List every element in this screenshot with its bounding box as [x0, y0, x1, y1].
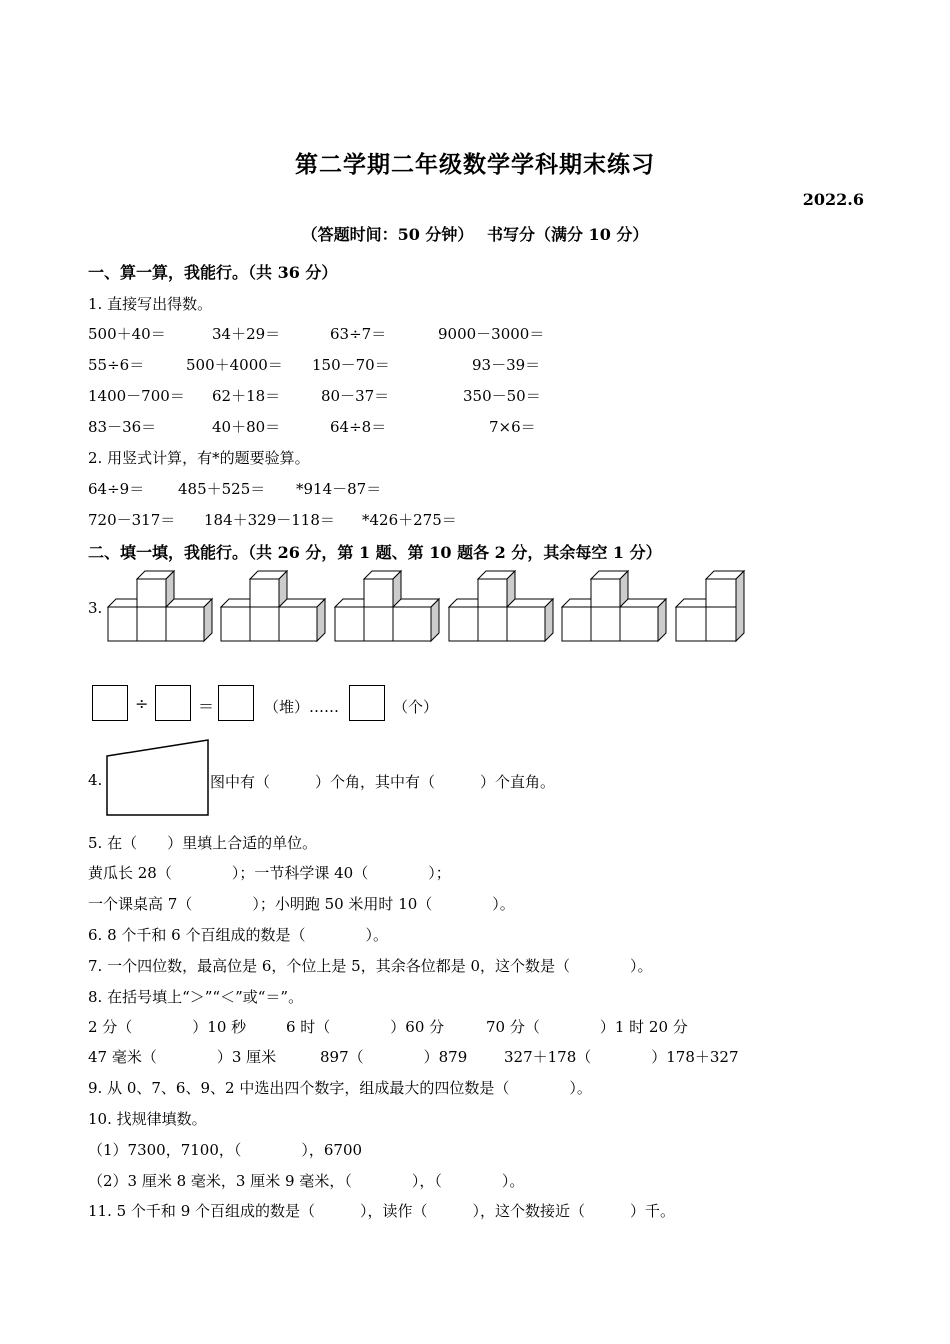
answer-box-divisor[interactable]: [155, 685, 191, 721]
q5-line2: 一个课桌高 7（ ）；小明跑 50 米用时 10（ ）。: [88, 895, 515, 913]
q8-item: 6 时（ ）60 分: [286, 1018, 445, 1036]
q8-item: 897（ ）879: [320, 1048, 468, 1066]
q1-item: 500＋4000＝: [186, 356, 283, 374]
q2-item: *914－87＝: [296, 480, 382, 498]
q1-item: 40＋80＝: [212, 418, 281, 436]
section1-heading: 一、算一算，我能行。（共 36 分）: [88, 263, 338, 282]
exam-date: 2022.6: [802, 190, 864, 209]
q1-item: 55÷6＝: [88, 356, 145, 374]
q1-item: 93－39＝: [472, 356, 541, 374]
q1-item: 350－50＝: [463, 387, 541, 405]
answer-box-quotient[interactable]: [218, 685, 254, 721]
cube-pile: [449, 571, 553, 641]
q1-label: 1. 直接写出得数。: [88, 295, 213, 313]
q1-item: 63÷7＝: [330, 325, 387, 343]
unit-piles: （堆）……: [264, 698, 340, 716]
cube-pile: [108, 571, 212, 641]
divide-sign: ÷: [135, 694, 149, 713]
unit-items: （个）: [393, 698, 439, 716]
q10-label: 10. 找规律填数。: [88, 1110, 207, 1128]
q1-item: 150－70＝: [312, 356, 390, 374]
answer-box-remainder[interactable]: [349, 685, 385, 721]
q2-item: 720－317＝: [88, 511, 176, 529]
q2-item: 64÷9＝: [88, 480, 145, 498]
q4-label: 4.: [88, 771, 103, 789]
q10-part1: （1）7300，7100，（ ），6700: [88, 1141, 363, 1159]
q1-item: 64÷8＝: [330, 418, 387, 436]
q10-part2: （2）3 厘米 8 毫米，3 厘米 9 毫米，（ ），（ ）。: [88, 1172, 525, 1190]
cube-pile: [562, 571, 666, 641]
q1-item: 7×6＝: [489, 418, 536, 436]
cube-pile: [335, 571, 439, 641]
q8-item: 70 分（ ）1 时 20 分: [486, 1018, 688, 1036]
section2-heading: 二、填一填，我能行。（共 26 分，第 1 题、第 10 题各 2 分，其余每空 1 分）: [88, 543, 662, 562]
q5-line1: 黄瓜长 28（ ）；一节科学课 40（ ）；: [88, 864, 451, 882]
q1-item: 62＋18＝: [212, 387, 281, 405]
q1-item: 500＋40＝: [88, 325, 166, 343]
q5-label: 5. 在（ ）里填上合适的单位。: [88, 834, 318, 852]
cube-piles-figure: [100, 568, 760, 644]
q1-item: 83－36＝: [88, 418, 157, 436]
q4-text: 图中有（ ）个角，其中有（ ）个直角。: [210, 773, 556, 791]
exam-subtitle: （答题时间：50 分钟） 书写分（满分 10 分）: [301, 225, 649, 244]
q1-item: 34＋29＝: [212, 325, 281, 343]
q8-item: 47 毫米（ ）3 厘米: [88, 1048, 277, 1066]
q8-item: 327＋178（ ）178＋327: [504, 1048, 739, 1066]
q1-item: 1400－700＝: [88, 387, 185, 405]
q2-item: 184＋329－118＝: [204, 511, 335, 529]
q9-text: 9. 从 0、7、6、9、2 中选出四个数字，组成最大的四位数是（ ）。: [88, 1079, 592, 1097]
page-title: 第二学期二年级数学学科期末练习: [295, 151, 655, 178]
q1-item: 80－37＝: [321, 387, 390, 405]
q2-item: 485＋525＝: [178, 480, 266, 498]
q11-text: 11. 5 个千和 9 个百组成的数是（ ），读作（ ），这个数接近（ ）千。: [88, 1202, 676, 1220]
q2-item: *426＋275＝: [362, 511, 457, 529]
q8-label: 8. 在括号填上“＞”“＜”或“＝”。: [88, 988, 304, 1006]
cube-pile: [676, 571, 744, 641]
cube-pile: [221, 571, 325, 641]
answer-box-dividend[interactable]: [92, 685, 128, 721]
q3-label: 3.: [88, 599, 103, 617]
q7-text: 7. 一个四位数，最高位是 6，个位上是 5，其余各位都是 0，这个数是（ ）。: [88, 957, 653, 975]
equals-sign: ＝: [198, 697, 215, 716]
q6-text: 6. 8 个千和 6 个百组成的数是（ ）。: [88, 926, 388, 944]
quadrilateral-figure: [104, 738, 210, 818]
q2-label: 2. 用竖式计算，有*的题要验算。: [88, 449, 310, 467]
q1-item: 9000－3000＝: [438, 325, 545, 343]
q8-item: 2 分（ ）10 秒: [88, 1018, 247, 1036]
